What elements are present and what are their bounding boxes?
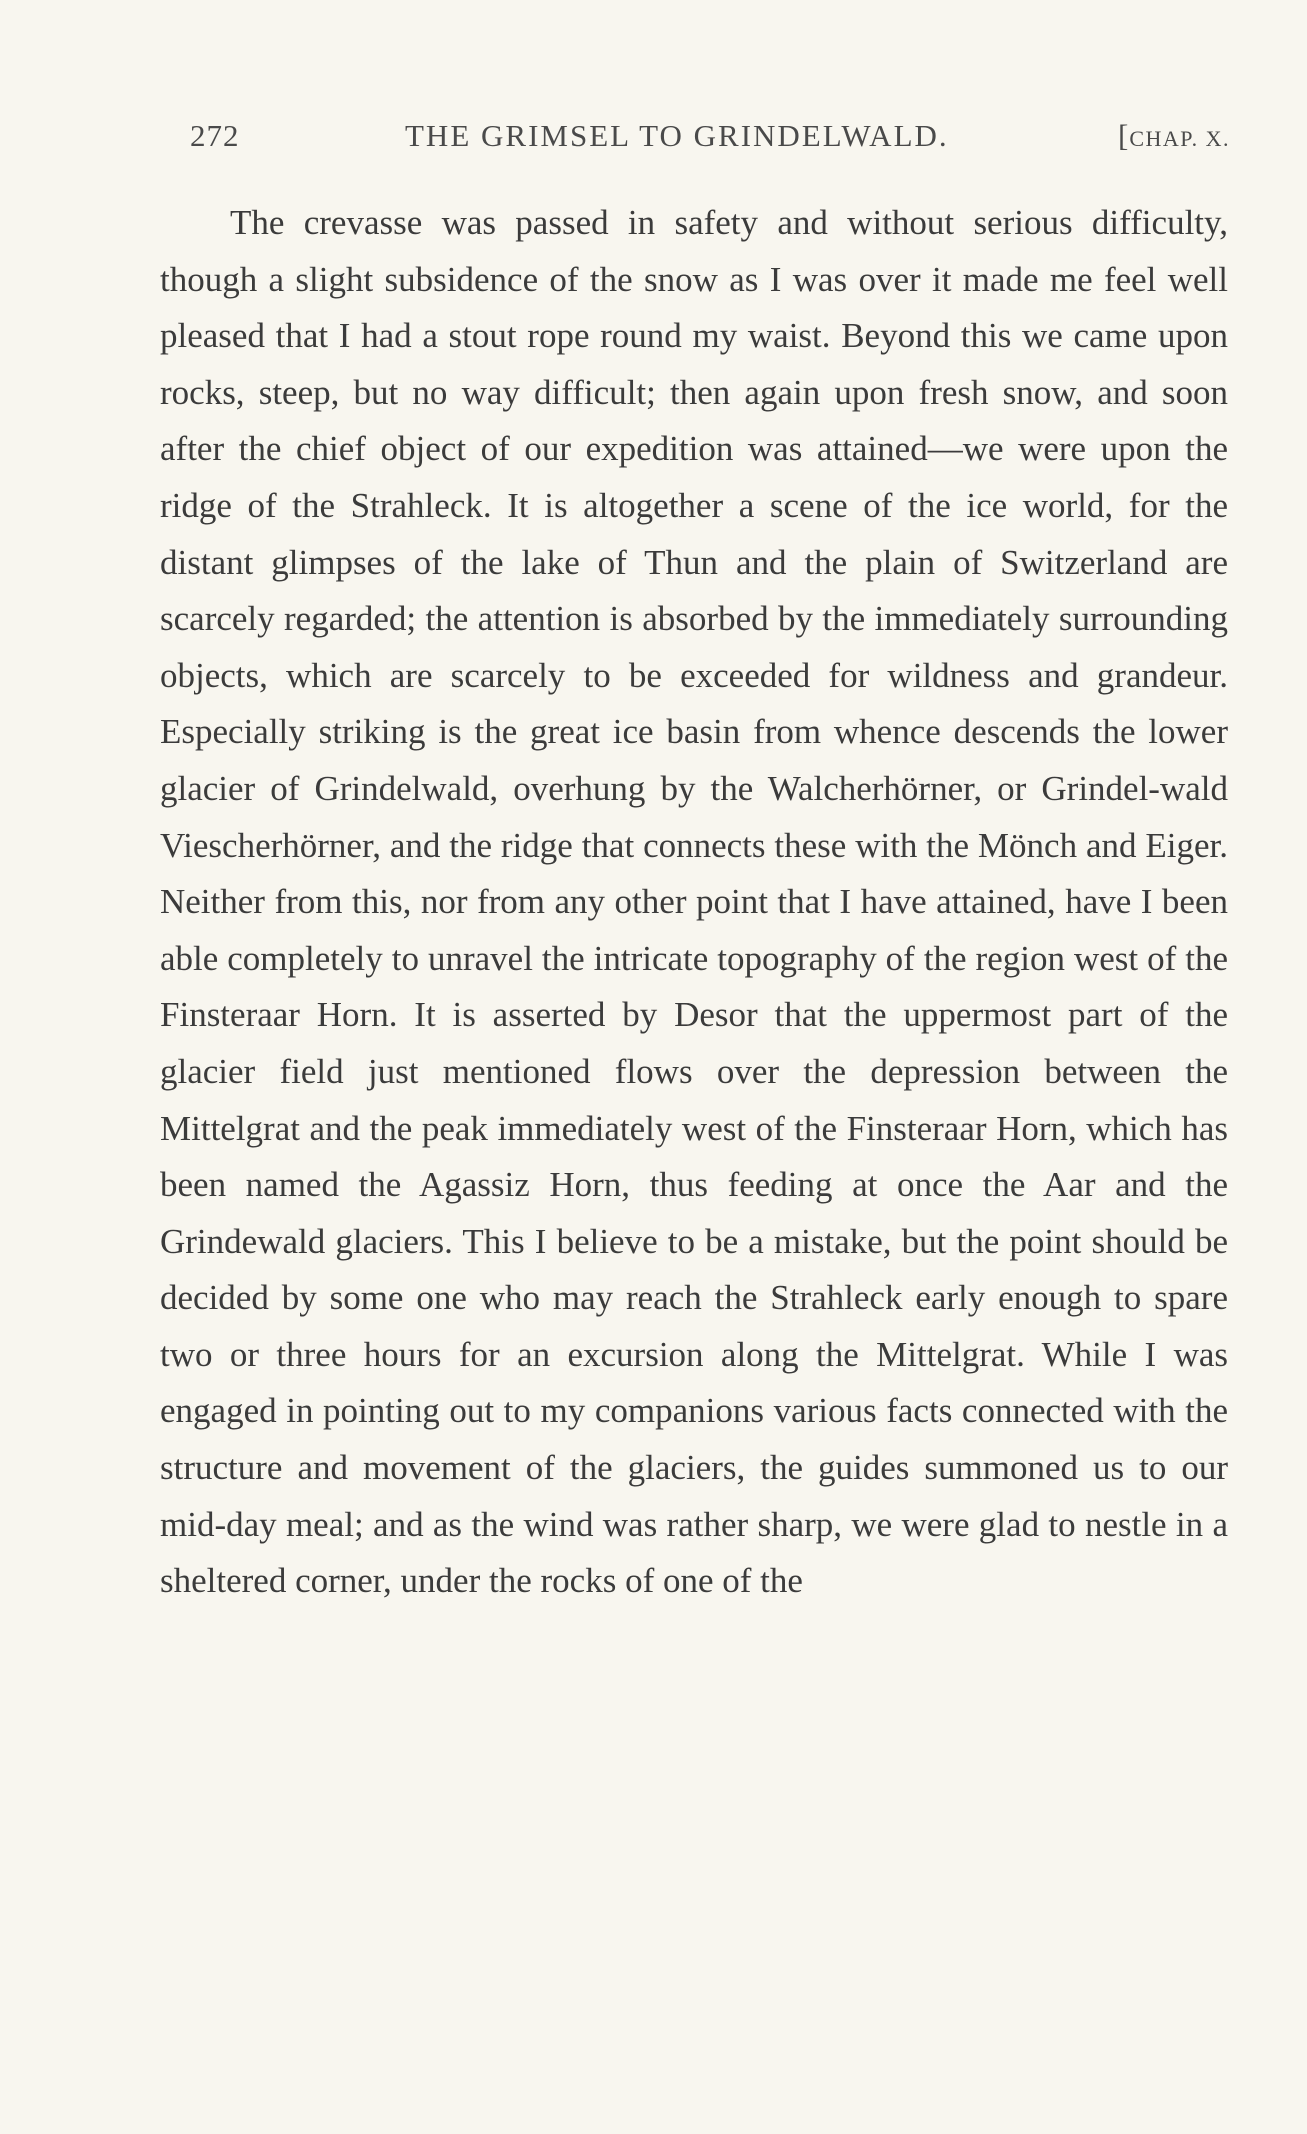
chapter-reference — [1118, 118, 1230, 154]
chapter-bracket: [ — [1118, 118, 1130, 153]
body-paragraph-text: The crevasse was passed in safety and without serious difficulty, though a slight subsidence of the snow as I was over it made me feel well pleased that I had a stout rope round my waist. Beyond this we came upon rocks, steep, but no way difficult; then again upon fresh snow, and soon after the chief object of our expedition was attained—we were upon the ridge of the Strahleck. It is altogether a scene of the ice world, for the distant glimpses of the lake of Thun and the plain of Switzerland are scarcely regarded; the attention is absorbed by the immediately surrounding objects, which are scarcely to be exceeded for wildness and grandeur. Especially striking is the great ice basin from whence descends the lower glacier of Grindelwald, overhung by the Walcherhörner, or Grindel-wald Viescherhörner, and the ridge that connects these with the Mönch and Eiger. Neither from this, nor from any other point that I have attained, have I been able completely to unravel the intricate topography of the region west of the Finsteraar Horn. It is asserted by Desor that the uppermost part of the glacier field just mentioned flows over the depression between the Mittelgrat and the peak immediately west of the Finsteraar Horn, which has been named the Agassiz Horn, thus feeding at once the Aar and the Grindewald glaciers. This I believe to be a mistake, but the point should be decided by some one who may reach the Strahleck early enough to spare two or three hours for an excursion along the Mittelgrat. While I was engaged in pointing out to my companions various facts connected with the structure and movement of the glaciers, the guides summoned us to our mid-day meal; and as the wind was rather sharp, we were glad to nestle in a sheltered corner, under the rocks of one of the — [160, 203, 1228, 1601]
running-title: THE GRIMSEL TO GRINDELWALD. — [405, 118, 949, 153]
body-paragraph — [160, 195, 1228, 1610]
page-number: 272 — [190, 118, 240, 153]
chapter-label: CHAP. X. — [1129, 126, 1230, 151]
running-head — [190, 118, 1230, 162]
